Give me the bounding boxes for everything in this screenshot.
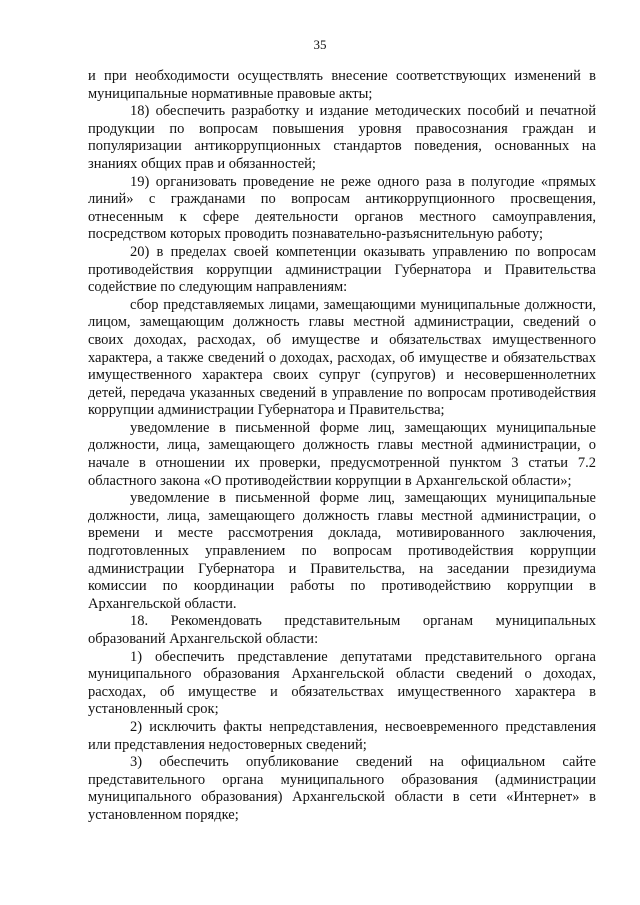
paragraph-direction-notice-check: уведомление в письменной форме лиц, замещающих муниципальные должности, лица, замещающего должность главы местной администрации, о начале в отношении их проверки, предусмотренной пунктом 3 статьи 7.2 областного закона «О противодействии коррупции в Архангельской области»;	[88, 419, 596, 489]
page-number: 35	[313, 37, 327, 52]
paragraph-item-18: 18) обеспечить разработку и издание методических пособий и печатной продукции по вопросам повышения уровня правосознания граждан и популяризации антикоррупционных стандартов поведения, основанных на знаниях общих прав и обязанностей;	[88, 103, 596, 172]
paragraph-subitem-1: 1) обеспечить представление депутатами представительного органа муниципального образования Архангельской области сведений о доходах, расходах, об имуществе и обязательствах имущественного характера в установленный срок;	[88, 648, 596, 718]
paragraph-direction-collection: сбор представляемых лицами, замещающими муниципальные должности, лицом, замещающим должность главы местной администрации, сведений о своих доходах, расходах, об имуществе и обязательствах имущественного характера, а также сведений о доходах, расходах, об имуществе и обязательствах имущественного характера своих супруг (супругов) и несовершеннолетних детей, передача указанных сведений в управление по вопросам противодействия коррупции администрации Губернатора и Правительства;	[88, 296, 596, 419]
paragraph-item-20: 20) в пределах своей компетенции оказывать управлению по вопросам противодействия коррупции администрации Губернатора и Правительства содействие по следующим направлениям:	[88, 243, 596, 296]
paragraph-continuation: и при необходимости осуществлять внесение соответствующих изменений в муниципальные нормативные правовые акты;	[88, 68, 596, 102]
paragraph-item-19: 19) организовать проведение не реже одного раза в полугодие «прямых линий» с гражданами по вопросам антикоррупционного просвещения, отнесенным к сфере деятельности органов местного самоуправления, посредством которых проводить познавательно-разъяснительную работу;	[88, 173, 596, 243]
paragraph-subitem-3: 3) обеспечить опубликование сведений на официальном сайте представительного органа муниципального образования (администрации муниципального образования) Архангельской области в сети «Интернет» в установленном порядке;	[88, 754, 596, 823]
paragraph-direction-notice-meeting: уведомление в письменной форме лиц, замещающих муниципальные должности, лица, замещающего должность главы местной администрации, о времени и месте рассмотрения доклада, мотивированного заключения, подготовленных управлением по вопросам противодействия коррупции администрации Губернатора и Правительства, на заседании президиума комиссии по координации работы по противодействию коррупции в Архангельской области.	[88, 490, 596, 612]
paragraph-section-18: 18. Рекомендовать представительным органам муниципальных образований Архангельской области:	[88, 613, 596, 647]
paragraph-subitem-2: 2) исключить факты непредставления, несвоевременного представления или представления недостоверных сведений;	[88, 718, 596, 753]
document-body	[88, 68, 596, 825]
